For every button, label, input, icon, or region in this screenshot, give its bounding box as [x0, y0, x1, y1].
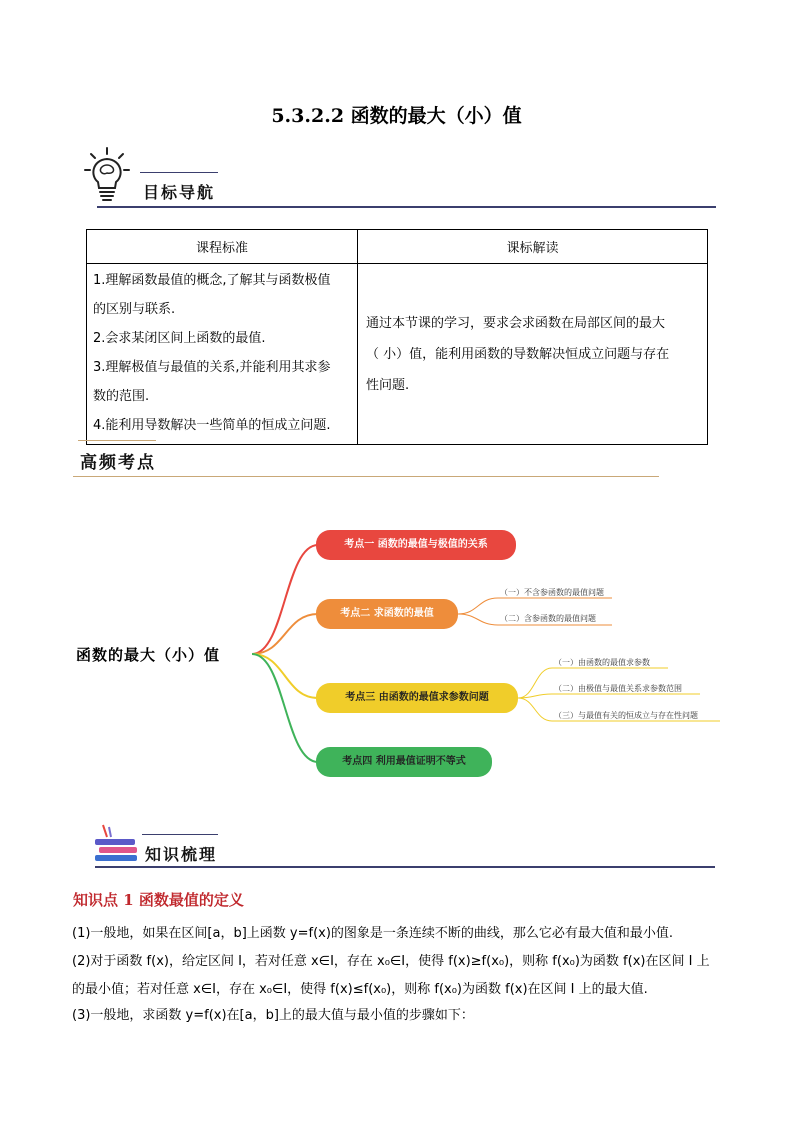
- section-divider: [95, 866, 715, 868]
- books-icon: [93, 823, 141, 863]
- mindmap-subnode: （二）由极值与最值关系求参数范围: [554, 684, 682, 693]
- knowledge-paragraph: (2)对于函数 f(x)，给定区间 I，若对任意 x∈I，存在 x₀∈I，使得 f(x)≥f(x₀)，则称 f(x₀)为函数 f(x)在区间 I 上: [72, 954, 710, 969]
- section-title-goal: 目标导航: [143, 183, 216, 202]
- mindmap-node-1: 考点一 函数的最值与极值的关系: [316, 530, 516, 560]
- table-header: 课标解读: [358, 230, 708, 264]
- table-line: 3.理解极值与最值的关系,并能利用其求参: [93, 360, 331, 375]
- table-line: 的区别与联系.: [93, 302, 176, 317]
- table-line: （ 小）值，能利用函数的导数解决恒成立问题与存在: [366, 346, 670, 362]
- mindmap-node-2: 考点二 求函数的最值: [316, 599, 458, 629]
- mindmap-node-3: 考点三 由函数的最值求参数问题: [316, 683, 518, 713]
- table-line: 1.理解函数最值的概念,了解其与函数极值: [93, 273, 331, 288]
- page-title: 5.3.2.2 函数的最大（小）值: [271, 105, 522, 127]
- mindmap-subnode: （一）由函数的最值求参数: [554, 658, 650, 667]
- table-line: 通过本节课的学习，要求会求函数在局部区间的最大: [366, 315, 666, 331]
- knowledge-point-title: 知识点 1 函数最值的定义: [73, 891, 244, 909]
- mindmap-subnode: （一）不含参函数的最值问题: [500, 588, 604, 597]
- mindmap-subnode: （三）与最值有关的恒成立与存在性问题: [554, 711, 698, 720]
- mindmap-root: 函数的最大（小）值: [76, 646, 221, 664]
- table-header: 课程标准: [87, 230, 358, 264]
- mindmap-subnode: （二）含参函数的最值问题: [500, 614, 596, 623]
- knowledge-paragraph: (1)一般地，如果在区间[a，b]上函数 y=f(x)的图象是一条连续不断的曲线，那么它必有最大值和最小值.: [72, 926, 674, 941]
- mindmap-node-4: 考点四 利用最值证明不等式: [316, 747, 492, 777]
- knowledge-paragraph: (3)一般地，求函数 y=f(x)在[a，b]上的最大值与最小值的步骤如下：: [72, 1008, 474, 1023]
- knowledge-paragraph: 的最小值；若对任意 x∈I，存在 x₀∈I，使得 f(x)≤f(x₀)，则称 f(x₀)为函数 f(x)在区间 I 上的最大值.: [72, 982, 648, 997]
- section-title-highfreq: 高频考点: [80, 453, 156, 473]
- section-title-knowledge: 知识梳理: [145, 845, 218, 864]
- section-accent: [142, 834, 218, 835]
- table-line: 数的范围.: [93, 389, 150, 404]
- table-line: 2.会求某闭区间上函数的最值.: [93, 331, 266, 346]
- table-line: 性问题.: [366, 377, 410, 393]
- table-line: 4.能利用导数解决一些简单的恒成立问题.: [93, 418, 331, 433]
